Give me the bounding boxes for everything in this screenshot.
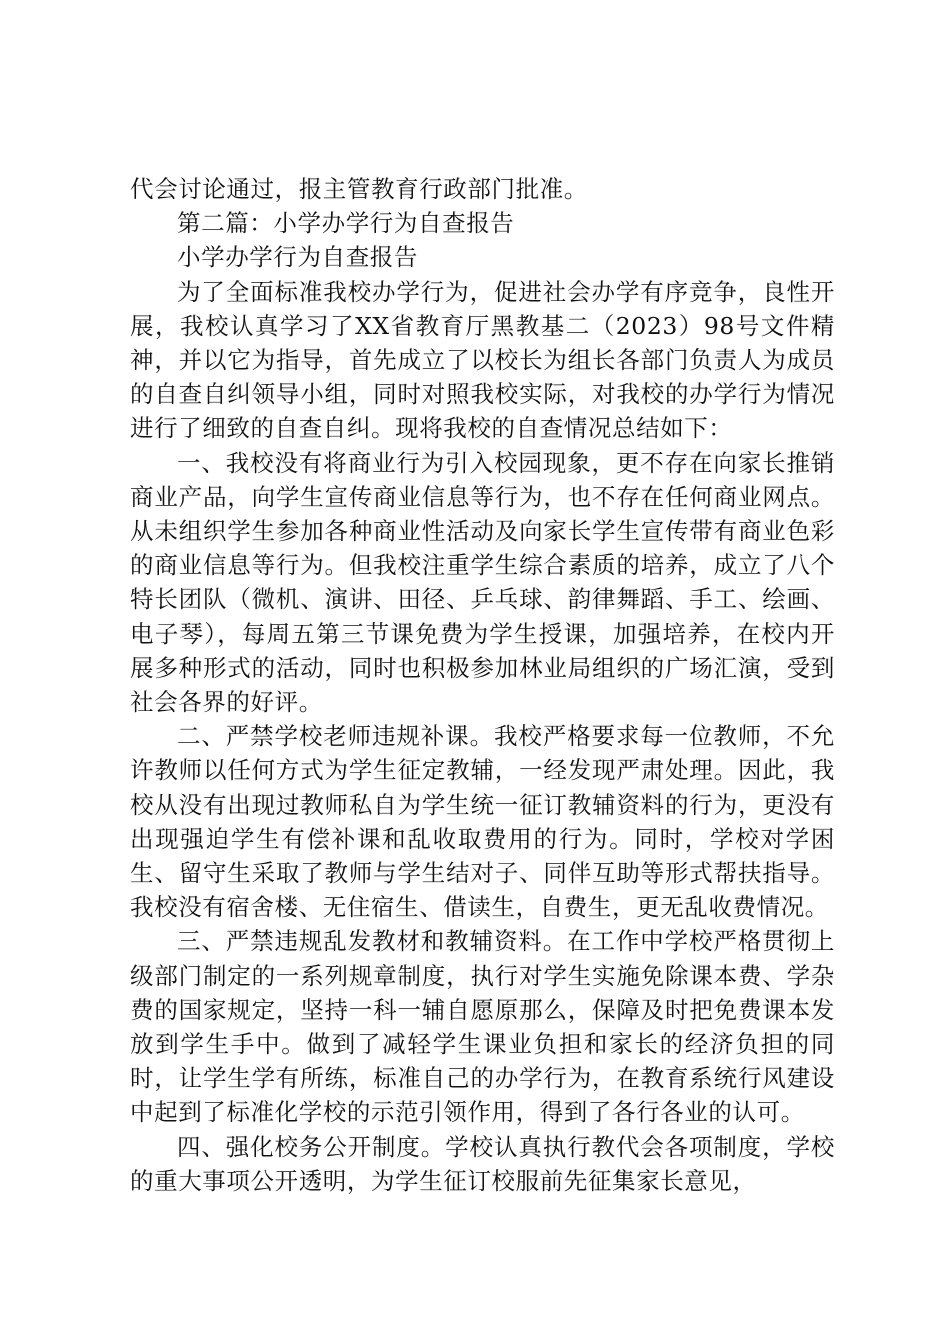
paragraph-item-2: 二、严禁学校老师违规补课。我校严格要求每一位教师，不允许教师以任何方式为学生征定教辅，一经发现严肃处理。因此，我校从没有出现过教师私自为学生统一征订教辅资料的行为，更没有出现强迫学生有偿补课和乱收取费用的行为。同时，学校对学困生、留守生采取了教师与学生结对子、同伴互助等形式帮扶指导。我校没有宿舍楼、无住宿生、借读生，自费生，更无乱收费情况。 [130,722,835,922]
paragraph-item-1: 一、我校没有将商业行为引入校园现象，更不存在向家长推销商业产品，向学生宣传商业信息等行为，也不存在任何商业网点。从未组织学生参加各种商业性活动及向家长学生宣传带有商业色彩的商业信息等行为。但我校注重学生综合素质的培养，成立了八个特长团队（微机、演讲、田径、乒乓球、韵律舞蹈、手工、绘画、电子琴），每周五第三节课免费为学生授课，加强培养，在校内开展多种形式的活动，同时也积极参加林业局组织的广场汇演，受到社会各界的好评。 [130,448,835,717]
paragraph-item-3: 三、严禁违规乱发教材和教辅资料。在工作中学校严格贯彻上级部门制定的一系列规章制度，执行对学生实施免除课本费、学杂费的国家规定，坚持一科一辅自愿原那么，保障及时把免费课本发放到学生手中。做到了减轻学生课业负担和家长的经济负担的同时，让学生学有所练，标准自己的办学行为，在教育系统行风建设中起到了标准化学校的示范引领作用，得到了各行各业的认可。 [130,927,835,1127]
paragraph-intro: 为了全面标准我校办学行为，促进社会办学有序竞争，良性开展，我校认真学习了XX省教育厅黑教基二（2023）98号文件精神，并以它为指导，首先成立了以校长为组长各部门负责人为成员的自查自纠领导小组，同时对照我校实际，对我校的办学行为情况进行了细致的自查自纠。现将我校的自查情况总结如下： [130,277,835,443]
continuation-text: 代会讨论通过，报主管教育行政部门批准。 [130,175,588,203]
report-title: 小学办学行为自查报告 [177,243,418,272]
document-body [130,172,835,1198]
paragraph-item-4: 四、强化校务公开制度。学校认真执行教代会各项制度，学校的重大事项公开透明，为学生征订校服前先征集家长意见， [130,1132,835,1195]
section-heading: 第二篇：小学办学行为自查报告 [177,209,515,238]
